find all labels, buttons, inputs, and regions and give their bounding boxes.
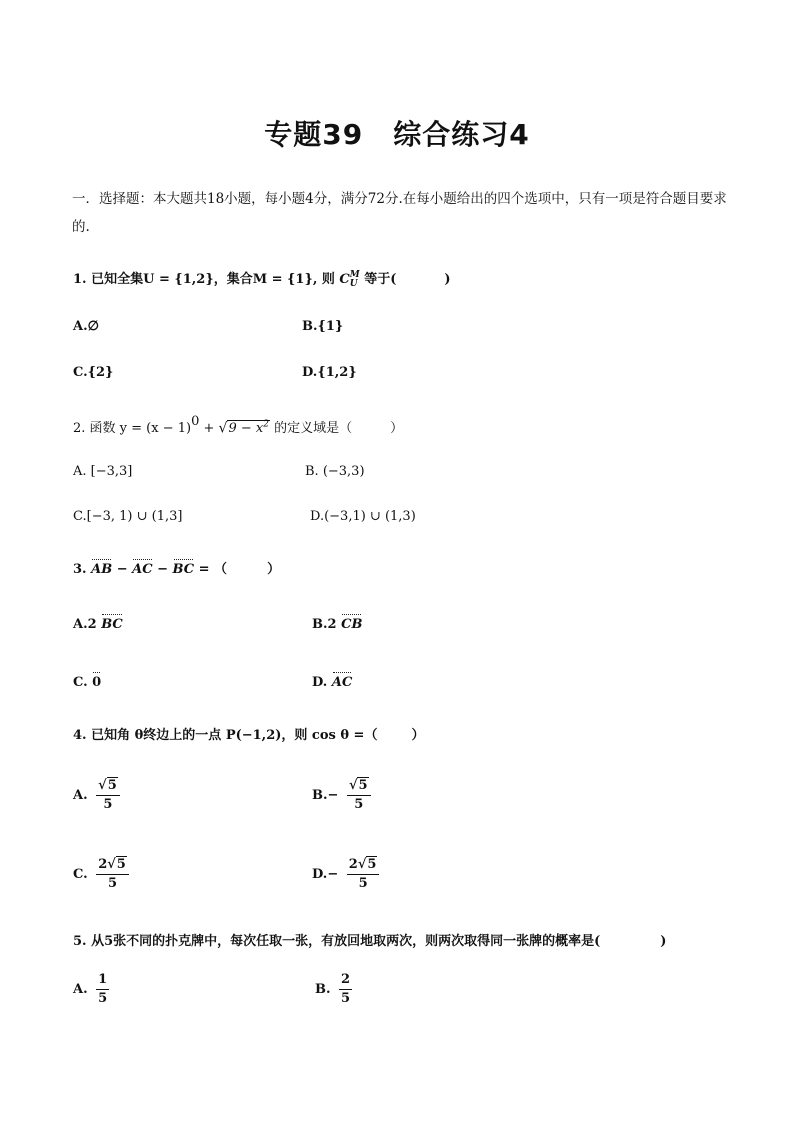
q2-option-d: D.(−3,1) ∪ (1,3) — [310, 509, 416, 524]
q4-option-b-fraction: $\frac{√5}{5}$ — [347, 778, 371, 813]
q4-option-c-fraction: $\frac{2√5}{5}$ — [96, 857, 129, 892]
q5-option-b — [315, 972, 352, 1007]
q4-option-d-fraction: $\frac{2√5}{5}$ — [347, 857, 380, 892]
q5-option-a-label: A. — [73, 982, 88, 997]
q4-option-c — [73, 857, 129, 892]
q3-vector-bc: BC — [172, 562, 195, 577]
q3-option-b — [312, 617, 362, 632]
q1-option-b: B.{1} — [302, 319, 344, 334]
q2-exponent: 0 — [191, 414, 200, 429]
q1-option-a: A.∅ — [73, 319, 99, 334]
q3-minus-1: − — [112, 562, 133, 577]
section-intro: 一．选择题：本大题共18小题，每小题4分，满分72分.在每小题给出的四个选项中，只有一项是符合题目要求的. — [72, 191, 727, 235]
q3-option-c — [73, 675, 101, 690]
q2-plus: + — [199, 421, 219, 436]
q3-option-a-vector: BC — [101, 617, 123, 632]
q3-option-a — [73, 617, 123, 632]
q3-close-paren: ） — [267, 562, 281, 577]
q4-option-d-coefficient: 2 — [348, 857, 358, 872]
title-part-2: 综合练习4 — [393, 118, 530, 151]
question-4 — [73, 724, 424, 743]
q3-number: 3. — [73, 562, 92, 577]
q1-sub: U — [349, 278, 358, 289]
q3-minus-2: − — [152, 562, 173, 577]
q2-prefix: 2. 函数 y = (x − 1) — [73, 421, 192, 436]
q3-option-d — [312, 675, 352, 690]
q3-option-a-label: A.2 — [73, 617, 102, 632]
q3-option-c-zero-vector: 0 — [92, 675, 102, 690]
q2-close-paren: ） — [390, 421, 404, 436]
q2-option-b: B. (−3,3) — [305, 464, 365, 479]
q2-sqrt: $√9 - x^2$ — [218, 419, 269, 436]
q4-option-b-label: B.− — [312, 788, 339, 803]
q4-option-a-denominator: 5 — [103, 797, 113, 812]
q5-option-a-denominator: 5 — [98, 991, 108, 1006]
q4-option-d-label: D.− — [312, 867, 339, 882]
question-3 — [73, 558, 280, 577]
q2-option-c: C.[−3, 1) ∪ (1,3] — [73, 509, 183, 524]
q5-option-b-fraction — [339, 972, 352, 1007]
q4-option-d-denominator: 5 — [358, 876, 368, 891]
q5-option-a — [73, 972, 109, 1007]
q1-option-d: D.{1,2} — [302, 365, 357, 380]
q5-text: 5. 从5张不同的扑克牌中，每次任取一张，有放回地取两次，则两次取得同一张牌的概率是( — [73, 934, 601, 949]
question-2 — [73, 414, 403, 436]
question-5 — [73, 930, 666, 949]
q4-option-a-radicand: 5 — [107, 778, 117, 793]
q5-option-a-numerator: 1 — [96, 972, 109, 990]
q4-option-c-denominator: 5 — [107, 876, 118, 891]
q2-option-a: A. [−3,3] — [73, 464, 133, 479]
q4-option-a-fraction: $\frac{√5}{5}$ — [96, 778, 120, 813]
q4-close-paren: ） — [411, 728, 425, 743]
q3-option-b-label: B.2 — [312, 617, 342, 632]
q1-complement-symbol: C — [339, 272, 350, 287]
q4-text: 4. 已知角 θ终边上的一点 P(−1,2)，则 cos θ =（ — [73, 728, 378, 743]
q4-option-b-radicand: 5 — [358, 778, 368, 793]
q5-option-b-numerator: 2 — [339, 972, 352, 990]
page-title — [0, 113, 794, 153]
q5-close-paren: ) — [660, 934, 667, 949]
q4-option-c-label: C. — [73, 867, 88, 882]
q4-option-d-radicand: 5 — [367, 857, 377, 872]
q3-option-d-vector: AC — [331, 675, 353, 690]
q4-option-a — [73, 778, 120, 813]
q1-suffix: 等于( — [359, 272, 397, 287]
q5-option-a-fraction — [96, 972, 109, 1007]
q4-option-d — [312, 857, 379, 892]
q4-option-c-radicand: 5 — [116, 857, 126, 872]
q2-radicand-exponent: 2 — [263, 419, 269, 430]
q4-option-b — [312, 778, 371, 813]
q2-radicand: 9 − x — [228, 421, 264, 436]
q1-sup: M — [349, 269, 360, 280]
title-part-1: 专题39 — [264, 118, 364, 151]
q4-option-a-label: A. — [73, 788, 88, 803]
q3-option-c-label: C. — [73, 675, 93, 690]
q3-option-b-vector: CB — [341, 617, 363, 632]
q2-suffix: 的定义域是（ — [269, 421, 353, 436]
question-1 — [73, 268, 451, 289]
q1-prefix: 1. 已知全集U = {1,2}，集合M = {1}, 则 — [73, 272, 340, 287]
q3-vector-ab: AB — [91, 562, 113, 577]
q3-equals: = （ — [194, 562, 228, 577]
q5-option-b-denominator: 5 — [341, 991, 351, 1006]
q1-close-paren: ) — [444, 272, 451, 287]
q3-option-d-label: D. — [312, 675, 332, 690]
q1-option-c: C.{2} — [73, 365, 114, 380]
q5-option-b-label: B. — [315, 982, 331, 997]
q4-option-b-denominator: 5 — [354, 797, 364, 812]
q4-option-c-coefficient: 2 — [98, 857, 108, 872]
q3-vector-ac: AC — [132, 562, 153, 577]
